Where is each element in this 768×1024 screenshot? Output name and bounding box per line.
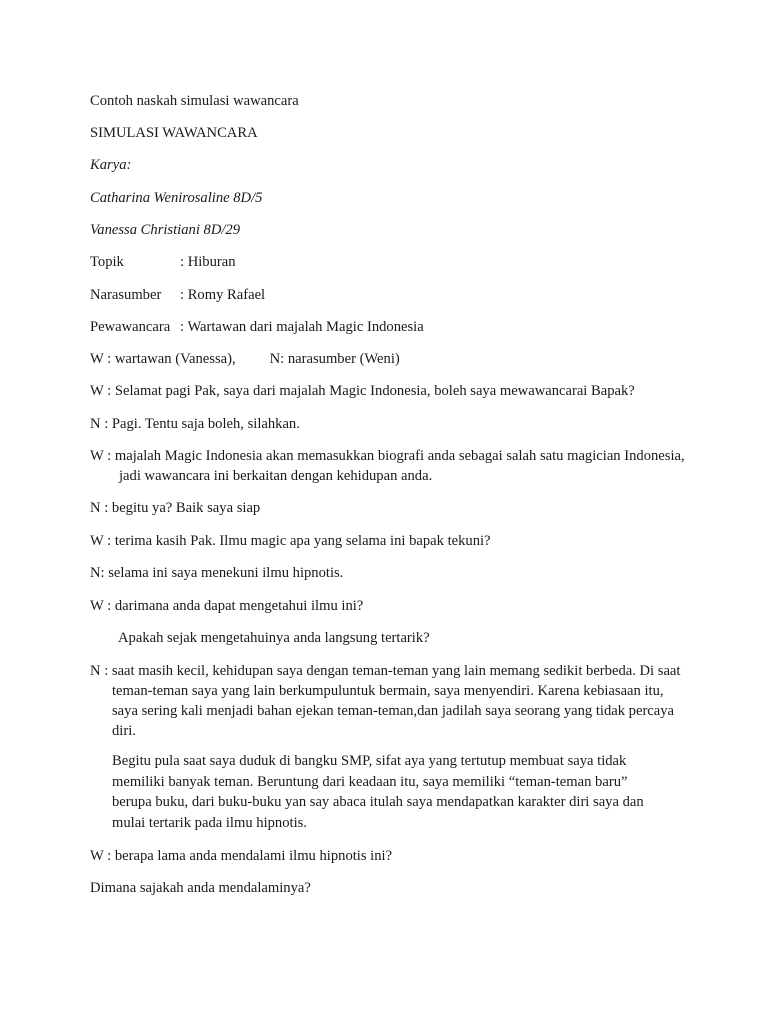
- dialogue-line: W : Selamat pagi Pak, saya dari majalah Magic Indonesia, boleh saya mewawancarai Bapak?: [90, 383, 635, 399]
- meta-row-topic: [90, 252, 236, 272]
- meta-key: Narasumber: [90, 287, 162, 303]
- meta-row-interviewer: [90, 317, 424, 337]
- document-heading: SIMULASI WAWANCARA: [90, 125, 258, 141]
- dialogue-line: N: selama ini saya menekuni ilmu hipnotis.: [90, 565, 344, 581]
- dialogue-line: N : begitu ya? Baik saya siap: [90, 500, 261, 516]
- document-caption: Contoh naskah simulasi wawancara: [90, 93, 299, 109]
- dialogue-line: N : Pagi. Tentu saja boleh, silahkan.: [90, 416, 300, 432]
- dialogue-line: W : majalah Magic Indonesia akan memasukkan biografi anda sebagai salah satu magician Indonesia, jadi wawancara ini berkaitan dengan kehidupan anda.: [90, 448, 685, 484]
- meta-value: : Wartawan dari majalah Magic Indonesia: [180, 319, 424, 335]
- by-label: Karya:: [90, 157, 132, 173]
- author-1: Catharina Wenirosaline 8D/5: [90, 190, 263, 206]
- meta-row-source: [90, 285, 265, 305]
- dialogue-line: W : terima kasih Pak. Ilmu magic apa yang selama ini bapak tekuni?: [90, 533, 491, 549]
- author-2: Vanessa Christiani 8D/29: [90, 222, 241, 238]
- dialogue-paragraph: Begitu pula saat saya duduk di bangku SMP, sifat aya yang tertutup membuat saya tidak memiliki banyak teman. Beruntung dari keadaan itu, saya memiliki “teman-teman baru” berupa buku, dari buku-buku yan say abaca itulah saya mendapatkan karakter diri saya dan mulai tertarik pada ilmu hipnotis.: [112, 753, 644, 831]
- dialogue-line: Dimana sajakah anda mendalaminya?: [90, 880, 311, 896]
- meta-value: : Hiburan: [180, 254, 236, 270]
- meta-key: Topik: [90, 254, 124, 270]
- dialogue-line: W : berapa lama anda mendalami ilmu hipnotis ini?: [90, 848, 393, 864]
- meta-value: : Romy Rafael: [180, 287, 266, 303]
- dialogue-line: W : darimana anda dapat mengetahui ilmu ini?: [90, 598, 364, 614]
- dialogue-paragraph: N : saat masih kecil, kehidupan saya dengan teman-teman yang lain memang sedikit berbeda. Di saat teman-teman saya yang lain berkumpuluntuk bermain, saya menyendiri. Karena kebiasaan itu, saya sering kali menjadi bahan ejekan teman-teman,dan jadilah saya seorang yang tidak percaya diri.: [90, 663, 681, 739]
- meta-key: Pewawancara: [90, 319, 171, 335]
- legend-n: N: narasumber (Weni): [269, 351, 400, 367]
- legend-w: W : wartawan (Vanessa),: [90, 351, 236, 367]
- speaker-legend: [90, 349, 400, 369]
- dialogue-line: Apakah sejak mengetahuinya anda langsung tertarik?: [118, 630, 430, 646]
